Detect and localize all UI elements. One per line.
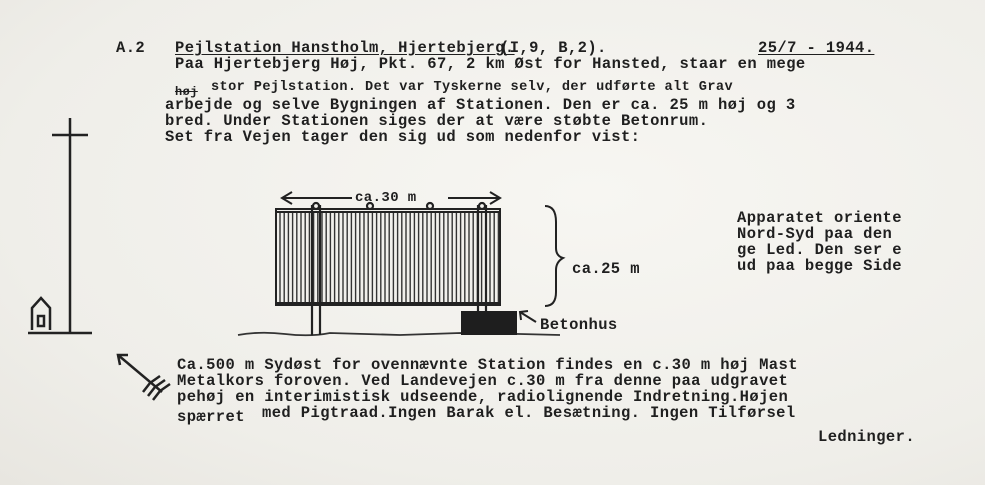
side-note-2: Nord-Syd paa den xyxy=(737,225,893,243)
betonhus-block xyxy=(461,311,517,335)
width-label: ca.30 m xyxy=(355,190,417,206)
direction-arrow-icon xyxy=(118,355,170,400)
height-bracket xyxy=(545,206,563,306)
side-note-4: ud paa begge Side xyxy=(737,257,902,275)
bunker-arrow xyxy=(520,311,536,322)
para1-line-2: stor Pejlstation. Det var Tyskerne selv, der udførte alt Grav xyxy=(211,80,734,95)
para2-line-4: med Pigtraad.Ingen Barak el. Besætning. Ingen Tilførsel xyxy=(262,404,796,422)
para1-line-1: Paa Hjertebjerg Høj, Pkt. 67, 2 km Øst for Hansted, staar en mege xyxy=(175,55,806,73)
spaerret-word: spærret xyxy=(177,408,245,426)
heading-reference: (I,9, B,2). xyxy=(500,39,607,57)
side-note-1: Apparatet oriente xyxy=(737,209,902,227)
para2-last-line: Ledninger. xyxy=(818,428,916,446)
heading-title: Pejlstation Hanstholm, Hjertebjerg. xyxy=(175,39,515,57)
bunker-label: Betonhus xyxy=(540,316,618,334)
para2-line-1: Ca.500 m Sydøst for ovennævnte Station findes en c.30 m høj Mast xyxy=(177,356,798,374)
para2-line-3: pehøj en interimistisk udseende, radiolignende Indretning.Højen xyxy=(177,388,789,406)
para1-line-3: arbejde og selve Bygningen af Stationen. Den er ca. 25 m høj og 3 xyxy=(165,96,796,114)
heading-date: 25/7 - 1944. xyxy=(758,39,875,57)
station-body xyxy=(276,209,500,305)
struck-word: høj xyxy=(175,85,198,99)
para1-line-5: Set fra Vejen tager den sig ud som nedenfor vist: xyxy=(165,128,641,146)
height-label: ca.25 m xyxy=(572,260,640,278)
mast-sketch xyxy=(28,118,92,333)
para1-line-4: bred. Under Stationen siges der at være støbte Betonrum. xyxy=(165,112,709,130)
section-number: A.2 xyxy=(116,39,146,57)
para2-line-2: Metalkors foroven. Ved Landevejen c.30 m fra denne paa udgravet xyxy=(177,372,789,390)
side-note-3: ge Led. Den ser e xyxy=(737,241,902,259)
